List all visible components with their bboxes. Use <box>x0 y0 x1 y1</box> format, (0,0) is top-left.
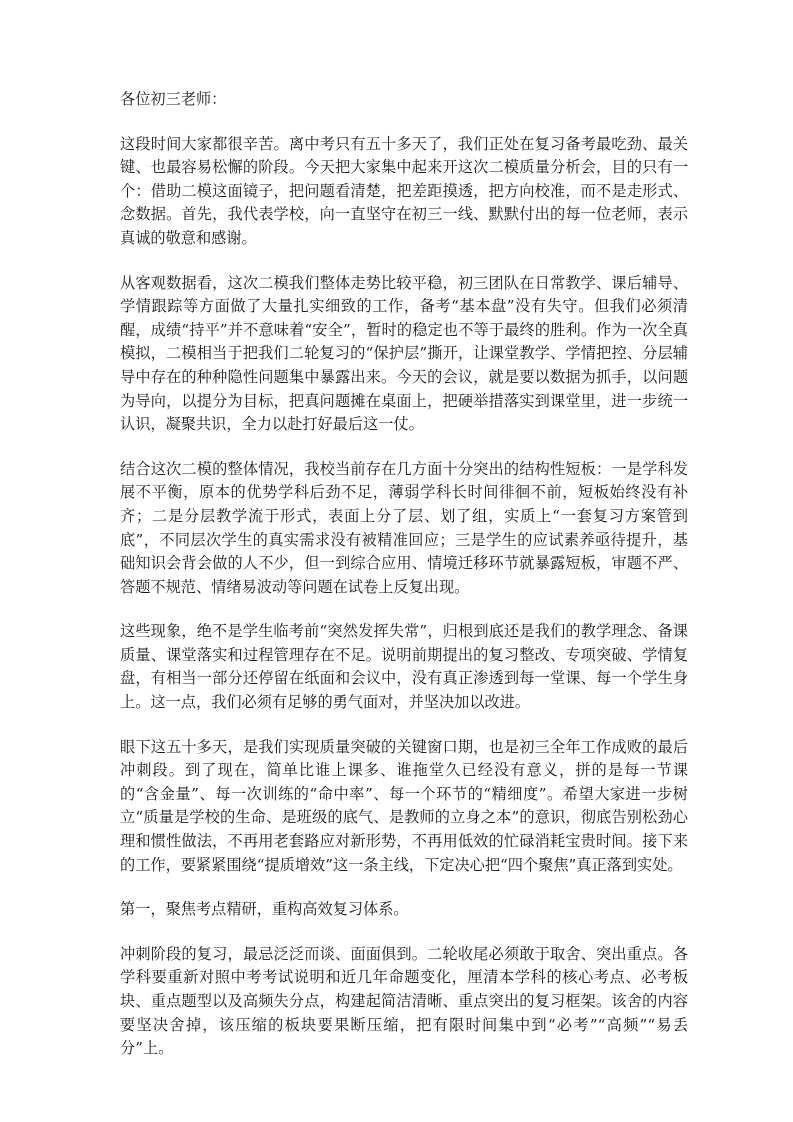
paragraph-root-cause: 这些现象，绝不是学生临考前“突然发挥失常”，归根到底还是我们的教学理念、备课质量、课堂落实和过程管理存在不足。说明前期提出的复习整改、专项突破、学情复盘，有相当一部分还停留在纸面和会议中，没有真正渗透到每一堂课、每一个学生身上。这一点，我们必须有足够的勇气面对，并坚决加以改进。 <box>120 622 688 712</box>
document-page <box>120 88 688 1082</box>
paragraph-final-sprint: 眼下这五十多天，是我们实现质量突破的关键窗口期，也是初三全年工作成败的最后冲刺段。到了现在，简单比谁上课多、谁拖堂久已经没有意义，拼的是每一节课的“含金量”、每一次训练的“命中率”、每一个环节的“精细度”。希望大家进一步树立“质量是学校的生命、是班级的底气、是教师的立身之本”的意识，彻底告别松劲心理和惯性做法，不再用老套路应对新形势，不再用低效的忙碌消耗宝贵时间。接下来的工作，要紧紧围绕“提质增效”这一条主线，下定决心把“四个聚焦”真正落到实处。 <box>120 737 688 874</box>
paragraph-data-analysis: 从客观数据看，这次二模我们整体走势比较平稳，初三团队在日常教学、课后辅导、学情跟踪等方面做了大量扎实细致的工作，备考“基本盘”没有失守。但我们必须清醒，成绩“持平”并不意味着“安全”，暂时的稳定也不等于最终的胜利。作为一次全真模拟，二模相当于把我们二轮复习的“保护层”撕开，让课堂教学、学情把控、分层辅导中存在的种种隐性问题集中暴露出来。今天的会议，就是要以数据为抓手，以问题为导向，以提分为目标，把真问题摊在桌面上，把硬举措落实到课堂里，进一步统一认识，凝聚共识，全力以赴打好最后这一仗。 <box>120 273 688 434</box>
section-heading-first: 第一，聚焦考点精研，重构高效复习体系。 <box>120 900 409 919</box>
paragraph-intro: 这段时间大家都很辛苦。离中考只有五十多天了，我们正处在复习备考最吃劲、最关键、也最容易松懈的阶段。今天把大家集中起来开这次二模质量分析会，目的只有一个：借助二模这面镜子，把问题看清楚，把差距摸透，把方向校准，而不是走形式、念数据。首先，我代表学校，向一直坚守在初三一线、默默付出的每一位老师，表示真诚的敬意和感谢。 <box>120 134 688 247</box>
paragraph-shortcomings: 结合这次二模的整体情况，我校当前存在几方面十分突出的结构性短板：一是学科发展不平衡，原本的优势学科后劲不足，薄弱学科长时间徘徊不前，短板始终没有补齐；二是分层教学流于形式，表面上分了层、划了组，实质上“一套复习方案管到底”，不同层次学生的真实需求没有被精准回应；三是学生的应试素养亟待提升，基础知识会背会做的人不少，但一到综合应用、情境迁移环节就暴露短板，审题不严、答题不规范、情绪易波动等问题在试卷上反复出现。 <box>120 459 688 596</box>
salutation: 各位初三老师： <box>120 90 227 108</box>
paragraph-section-first: 冲刺阶段的复习，最忌泛泛而谈、面面俱到。二轮收尾必须敢于取舍、突出重点。各学科要重新对照中考考试说明和近几年命题变化，厘清本学科的核心考点、必考板块、重点题型以及高频失分点，构建起简洁清晰、重点突出的复习框架。该舍的内容要坚决舍掉，该压缩的板块要果断压缩，把有限时间集中到“必考”“高频”“易丢分”上。 <box>120 944 688 1058</box>
